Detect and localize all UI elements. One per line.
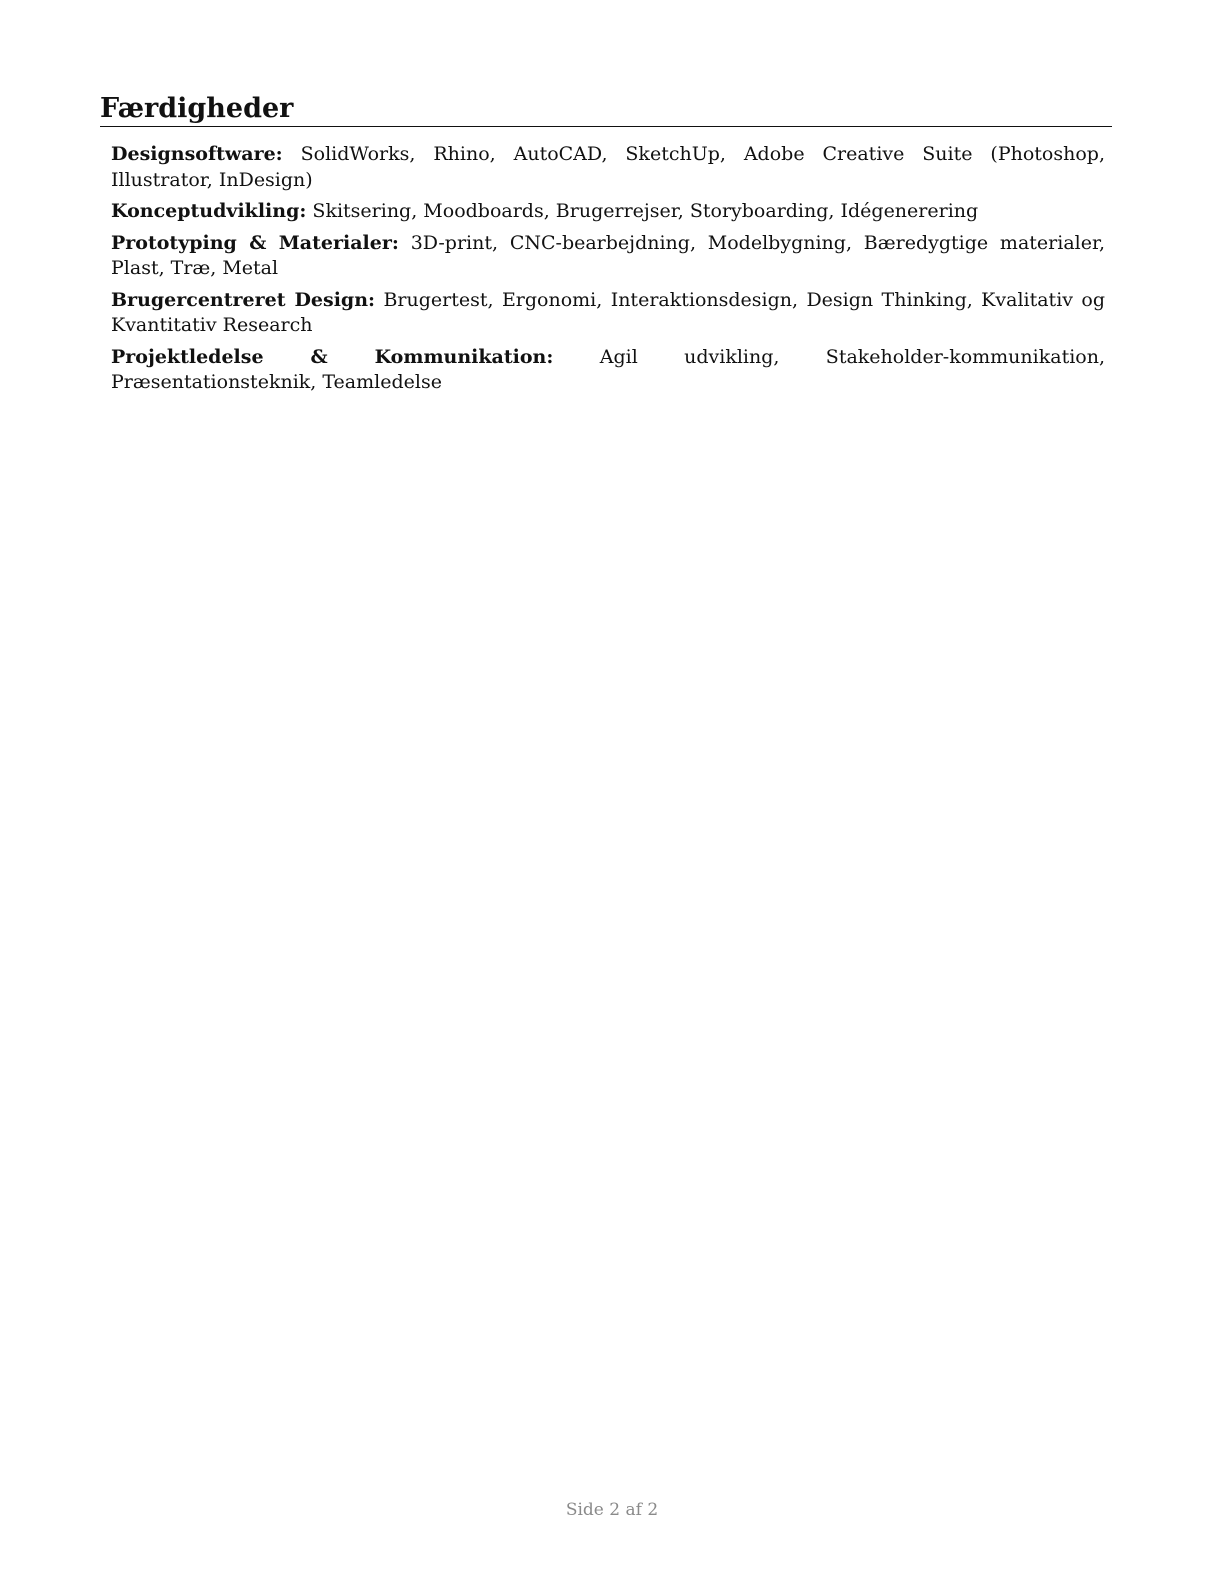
- skill-items: Brugertest, Ergonomi, Interaktionsdesign, Design Thinking, Kvalitativ og Kvantitativ Research: [111, 288, 1105, 336]
- skill-label: Designsoftware:: [111, 143, 283, 165]
- skill-label: Brugercentreret Design:: [111, 288, 376, 311]
- skills-list: [100, 142, 1112, 396]
- skill-row-brugercentreret: [111, 288, 1105, 339]
- skill-label: Prototyping & Materialer:: [111, 231, 399, 254]
- skill-row-designsoftware: [111, 142, 1105, 193]
- skill-items: 3D-print, CNC-bearbejdning, Modelbygning, Bæredygtige materialer, Plast, Træ, Metal: [111, 231, 1106, 279]
- section-title: Færdigheder: [100, 92, 1112, 127]
- skill-row-projektledelse: [111, 345, 1105, 396]
- skill-label: Konceptudvikling:: [111, 200, 307, 222]
- skill-row-konceptudvikling: [111, 199, 1105, 225]
- skill-row-prototyping: [111, 231, 1105, 282]
- skills-section: [100, 92, 1112, 396]
- skill-items: Skitsering, Moodboards, Brugerrejser, Storyboarding, Idégenerering: [312, 200, 979, 222]
- skill-items: SolidWorks, Rhino, AutoCAD, SketchUp, Adobe Creative Suite (Photoshop, Illustrator, InDesign): [111, 143, 1105, 191]
- skill-items: Agil udvikling, Stakeholder-kommunikation, Præsentationsteknik, Teamledelse: [111, 345, 1105, 393]
- skill-label: Projektledelse & Kommunikation:: [111, 345, 554, 368]
- page-number: Side 2 af 2: [565, 1500, 659, 1520]
